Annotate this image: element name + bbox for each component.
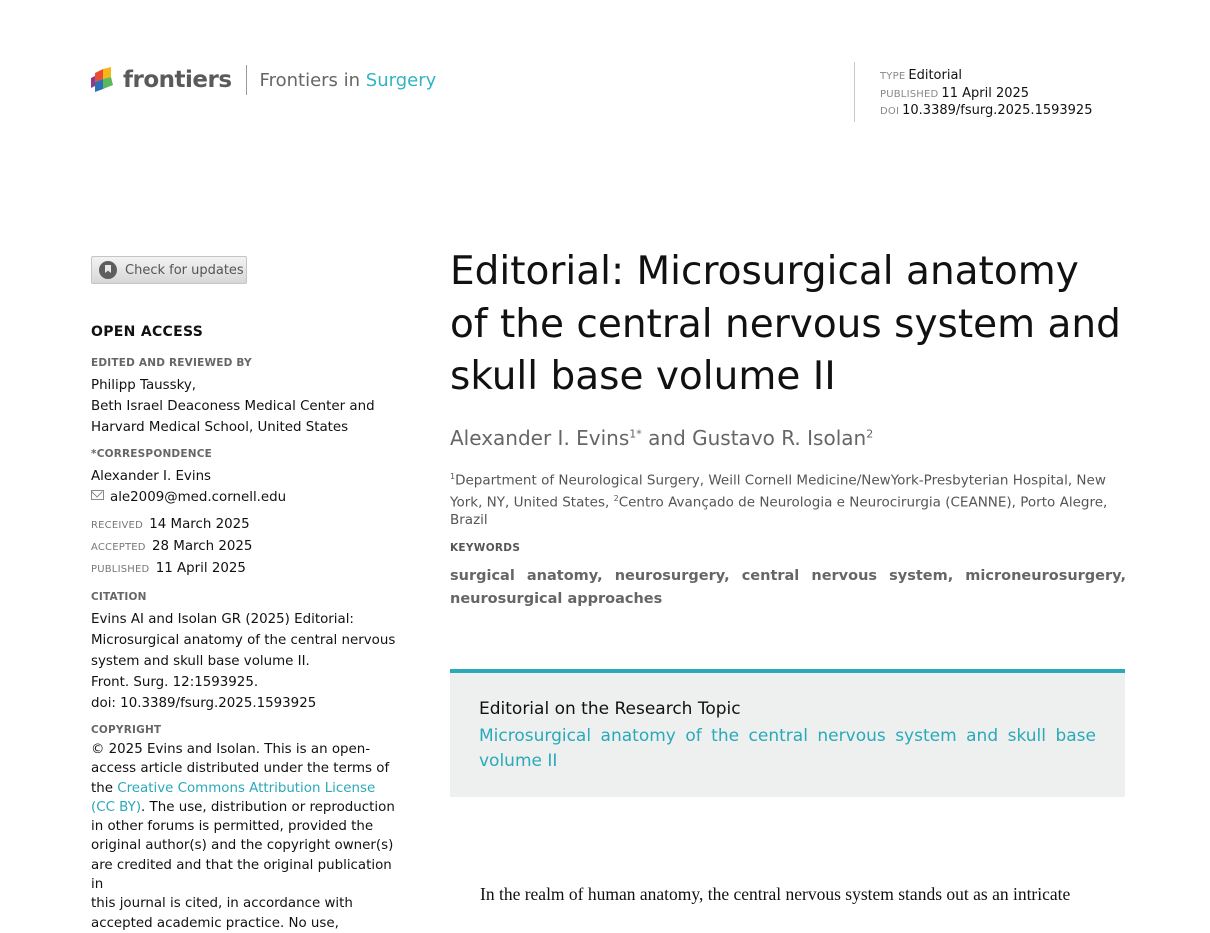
citation-section: CITATION Evins AI and Isolan GR (2025) Editorial: Microsurgical anatomy of the central nervous system and skull base volume II. Front. Surg. 12:1593925. doi: 10.3389/fsurg.2025.1593925	[91, 590, 403, 714]
copyright-line: are credited and that the original publication in	[91, 857, 392, 893]
envelope-icon	[91, 490, 104, 500]
article-type: Editorial	[908, 68, 963, 83]
keywords-heading: KEYWORDS	[450, 542, 521, 554]
research-topic-box	[450, 669, 1125, 797]
copyright-line: original author(s) and the copyright owner(s)	[91, 838, 394, 854]
email-link[interactable]: ale2009@med.cornell.edu	[110, 490, 287, 505]
journal-name[interactable]: Frontiers in Surgery	[259, 69, 437, 91]
correspondence-section: *CORRESPONDENCE Alexander I. Evins ale2009@med.cornell.edu	[91, 447, 403, 508]
journal-header	[91, 64, 436, 96]
author-link[interactable]: Gustavo R. Isolan	[692, 426, 867, 450]
accepted-date: 28 March 2025	[151, 539, 253, 554]
published-date: 11 April 2025	[941, 85, 1030, 101]
brand-name[interactable]: frontiers	[123, 67, 232, 93]
citation-line: doi: 10.3389/fsurg.2025.1593925	[91, 696, 317, 711]
copyright-line: access article distributed under the terms of	[91, 761, 390, 777]
author-list: Alexander I. Evins$^{1*}$ and Gustavo R. Isolan$^2$	[450, 426, 874, 450]
frontiers-logo-icon	[91, 65, 117, 95]
check-for-updates-button[interactable]: Check for updates	[91, 256, 247, 284]
edited-section: EDITED AND REVIEWED BY Philipp Taussky, Beth Israel Deaconess Medical Center and Harvard Medical School, United States	[91, 356, 403, 438]
cc-by-link[interactable]: (CC BY)	[91, 799, 142, 815]
copyright-line: accepted academic practice. No use,	[91, 915, 339, 931]
email-line	[91, 487, 403, 508]
bookmark-icon	[99, 261, 117, 279]
topic-heading: Editorial on the Research Topic	[479, 699, 741, 719]
copyright-section: COPYRIGHT © 2025 Evins and Isolan. This is an open- access article distributed under the terms of the Creative Commons Attribution License (CC BY). The use, distribution or reproduction in other forums is permitted, provided the original author(s) and the copyright owner(s) are credited and that the original publication in this journal is cited, in accordance with accepted academic practice. No use,	[91, 723, 403, 933]
copyright-line: © 2025 Evins and Isolan. This is an open-	[91, 742, 371, 757]
meta-divider	[854, 62, 855, 122]
editor-line: Beth Israel Deaconess Medical Center and	[91, 399, 375, 414]
dates-section: RECEIVED 14 March 2025 ACCEPTED 28 March 2025 PUBLISHED 11 April 2025	[91, 517, 253, 576]
correspondent-name: Alexander I. Evins	[91, 469, 212, 484]
body-paragraph: In the realm of human anatomy, the central nervous system stands out as an intricate	[480, 884, 1071, 904]
citation-line: Evins AI and Isolan GR (2025) Editorial:	[91, 612, 354, 627]
citation-line: Front. Surg. 12:1593925.	[91, 675, 259, 690]
editor-line: Harvard Medical School, United States	[91, 420, 349, 435]
affiliations: $^1$Department of Neurological Surgery, Weill Cornell Medicine/NewYork-Presbyterian Hospital, New York, NY, United States, $^2$Centro Avançado de Neurologia e Neurocirurgia (CEANNE), Porto Alegre, Brazil	[450, 472, 1108, 528]
received-date: 14 March 2025	[149, 517, 250, 532]
doi-link[interactable]: 10.3389/fsurg.2025.1593925	[902, 103, 1093, 118]
topic-link[interactable]: Microsurgical anatomy of the central nervous system and skull base volume II	[479, 726, 1096, 771]
copyright-line: in other forums is permitted, provided the	[91, 819, 374, 835]
copyright-line: this journal is cited, in accordance with	[91, 896, 353, 912]
sidebar-published-date: 11 April 2025	[155, 561, 246, 576]
citation-line: system and skull base volume II.	[91, 654, 310, 669]
keywords: surgical anatomy, neurosurgery, central nervous system, microneurosurgery, neurosurgical approaches	[450, 568, 1126, 607]
article-meta: TYPE Editorial PUBLISHED 11 April 2025 DOI 10.3389/fsurg.2025.1593925	[880, 68, 1093, 118]
editor-line: Philipp Taussky,	[91, 378, 197, 393]
author-link[interactable]: Alexander I. Evins	[450, 426, 630, 450]
license-link[interactable]: Creative Commons Attribution License	[117, 780, 376, 796]
open-access-label: OPEN ACCESS	[91, 324, 204, 340]
article-title: Editorial: Microsurgical anatomy of the central nervous system and skull base volume II	[450, 249, 1121, 399]
citation-line: Microsurgical anatomy of the central nervous	[91, 633, 396, 648]
logo-divider	[246, 65, 247, 95]
